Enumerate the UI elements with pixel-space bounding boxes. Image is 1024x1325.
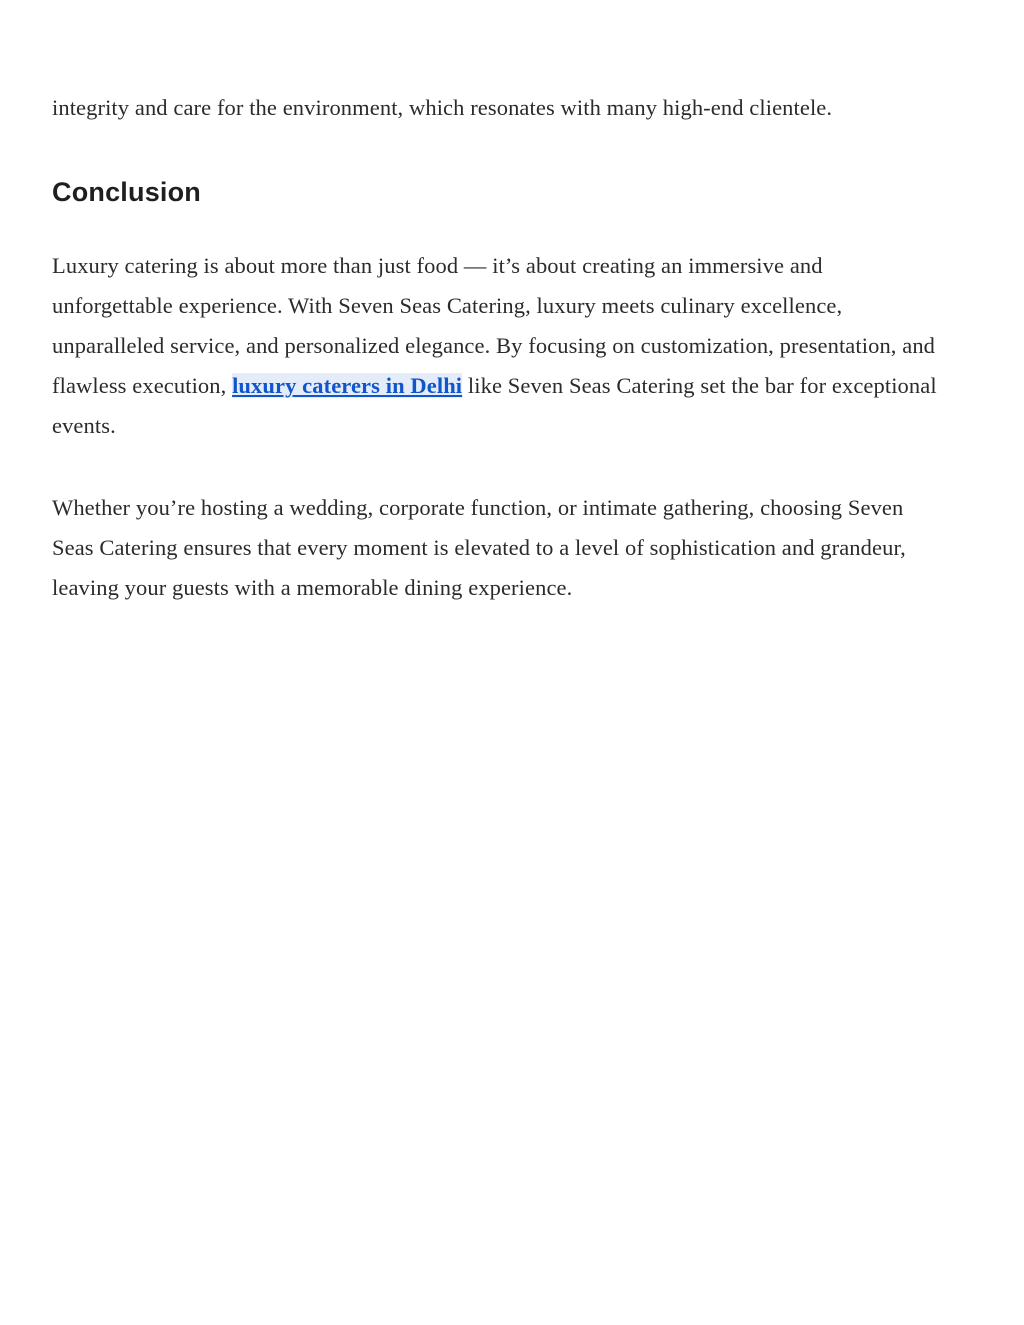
closing-paragraph: Whether you’re hosting a wedding, corporate function, or intimate gathering, choosing Seven Seas Catering ensures that every moment is elevated to a level of sophistication and grandeur, leaving your guests with a memorable dining experience. bbox=[52, 495, 906, 600]
intro-paragraph: integrity and care for the environment, which resonates with many high-end clientele. bbox=[52, 95, 833, 120]
conclusion-paragraph bbox=[52, 246, 944, 446]
luxury-caterers-delhi-link[interactable]: luxury caterers in Delhi bbox=[232, 373, 463, 398]
conclusion-text-after-link: like Seven Seas Catering set the bar for exceptional events. bbox=[52, 373, 937, 438]
conclusion-text-before-link: Luxury catering is about more than just food — it’s about creating an immersive and unforgettable experience. With Seven Seas Catering, luxury meets culinary excellence, unparalleled service, and personalized elegance. By focusing on customization, presentation, and flawless execution, bbox=[52, 253, 936, 398]
conclusion-heading: Conclusion bbox=[52, 177, 201, 207]
